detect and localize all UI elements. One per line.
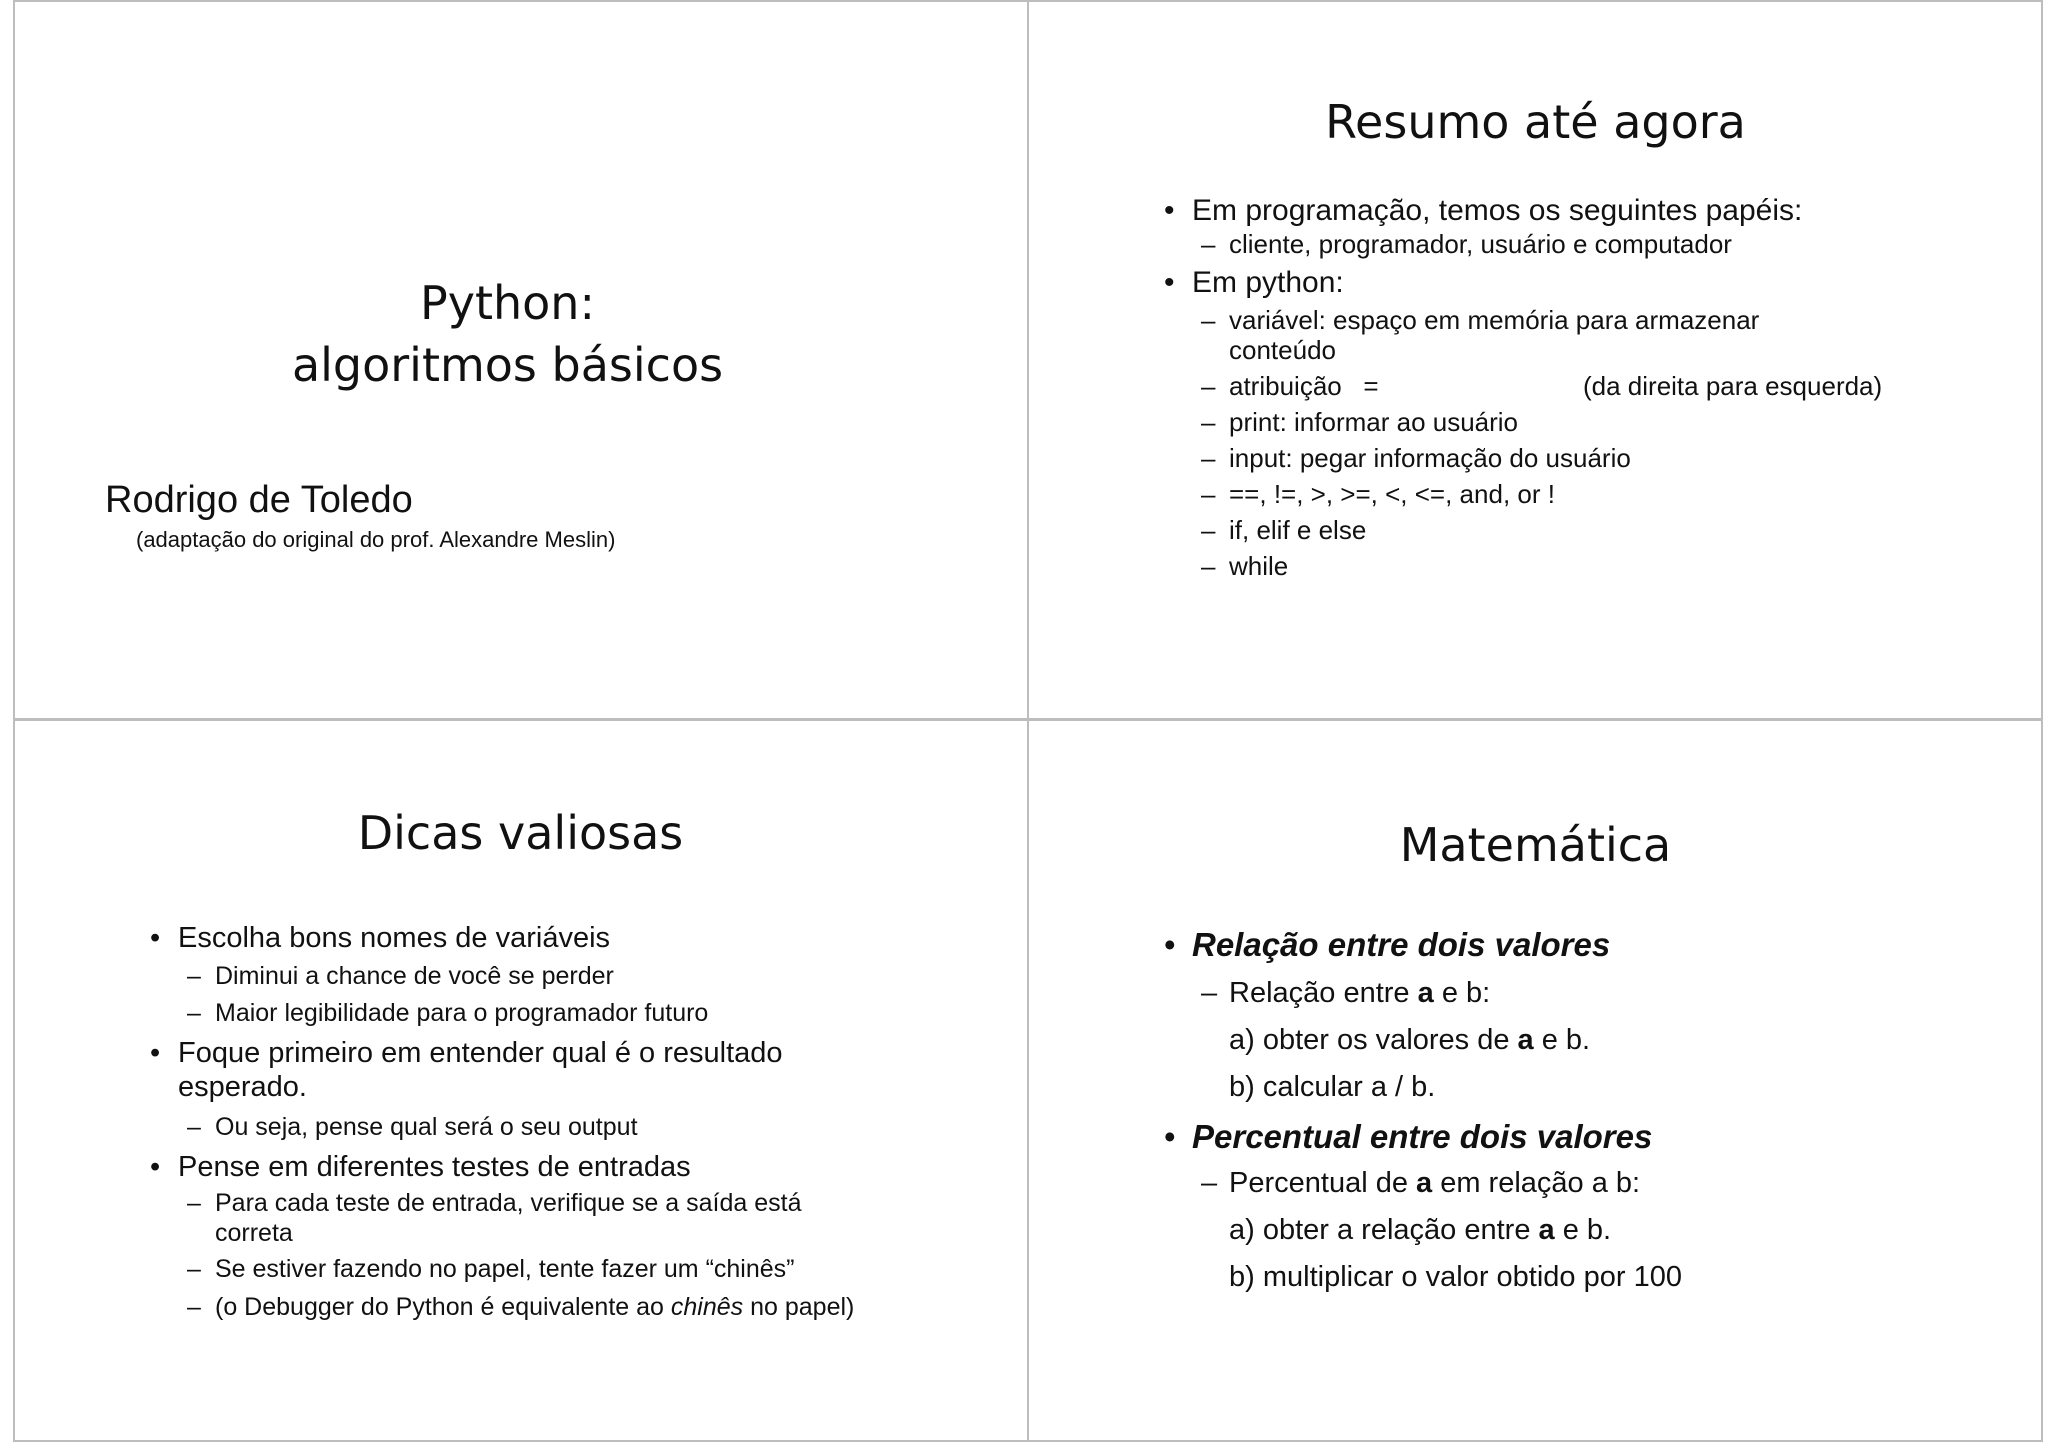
- slide-4-title: Matemática: [1399, 818, 1672, 872]
- list-item: – Relação entre a e b:: [1229, 973, 1972, 1013]
- list-item: • Em python: – variável: espaço em memória para armazenar conteúdo – atribuição = (da direita para esquerda) – print: informar ao usuário – input: pegar informação do usuário – ==, !=, >, >=, <, <=, and, or ! – if, elif e else – while: [1192, 265, 1972, 581]
- list-item: • Relação entre dois valores – Relação entre a e b: a) obter os valores de a e b. b) calcular a / b.: [1192, 925, 1972, 1107]
- list-item: • Em programação, temos os seguintes papéis: – cliente, programador, usuário e computador: [1192, 193, 1972, 259]
- list-item: – (o Debugger do Python é equivalente ao chinês no papel): [215, 1290, 978, 1324]
- dash-bullet-icon: –: [1201, 977, 1218, 1009]
- list-item: – Ou seja, pense qual será o seu output: [215, 1110, 978, 1144]
- slide-1-note: (adaptação do original do prof. Alexandre Meslin): [136, 527, 616, 552]
- dash-bullet-icon: –: [1201, 479, 1216, 509]
- list-item: • Percentual entre dois valores – Percentual de a em relação a b: a) obter a relação entre a e b. b) multiplicar o valor obtido por 100: [1192, 1117, 1972, 1297]
- step-line: a) obter a relação entre a e b.: [1229, 1214, 1612, 1246]
- slide-2-body: [1164, 193, 1972, 581]
- step-line: b) multiplicar o valor obtido por 100: [1229, 1261, 1682, 1293]
- dash-bullet-icon: –: [1201, 443, 1216, 473]
- slide-1-title-line2: algoritmos básicos: [291, 338, 724, 392]
- dash-bullet-icon: –: [187, 1189, 201, 1217]
- list-item: – input: pegar informação do usuário: [1201, 443, 1631, 473]
- list-item: – atribuição = (da direita para esquerda): [1201, 371, 1883, 401]
- list-item: – if, elif e else: [1201, 515, 1367, 545]
- dash-bullet-icon: –: [187, 1255, 201, 1283]
- bullet-dot-icon: •: [1164, 194, 1175, 227]
- bullet-dot-icon: •: [150, 1151, 161, 1183]
- bullet-dot-icon: •: [1164, 266, 1175, 299]
- dash-bullet-icon: –: [1201, 515, 1216, 545]
- slide-1-title: [0, 272, 1015, 396]
- slide-1-author: Rodrigo de Toledo: [105, 479, 413, 521]
- slide-3-body: [150, 921, 978, 1324]
- dash-bullet-icon: –: [187, 999, 201, 1027]
- list-item: – Maior legibilidade para o programador futuro: [215, 996, 978, 1030]
- dash-bullet-icon: –: [1201, 305, 1216, 335]
- dash-bullet-icon: –: [187, 1113, 201, 1141]
- list-item: – Diminui a chance de você se perder: [215, 959, 978, 993]
- dash-bullet-icon: –: [1201, 229, 1216, 259]
- step-line: b) calcular a / b.: [1229, 1071, 1436, 1103]
- dash-bullet-icon: –: [187, 962, 201, 990]
- list-item: – variável: espaço em memória para armazenar conteúdo: [1201, 305, 1760, 365]
- dash-bullet-icon: –: [187, 1293, 201, 1321]
- dash-bullet-icon: –: [1201, 407, 1216, 437]
- list-item: • Pense em diferentes testes de entradas – Para cada teste de entrada, verifique se a saída está correta – Se estiver fazendo no papel, tente fazer um “chinês” – (o Debugger do Python é equivalente ao chinês no papel): [178, 1150, 978, 1324]
- list-item: – ==, !=, >, >=, <, <=, and, or !: [1201, 479, 1555, 509]
- dash-bullet-icon: –: [1201, 1167, 1218, 1199]
- bullet-dot-icon: •: [1164, 926, 1176, 963]
- bullet-dot-icon: •: [150, 1037, 161, 1069]
- bullet-dot-icon: •: [1164, 1118, 1176, 1155]
- list-item: – Se estiver fazendo no papel, tente fazer um “chinês”: [215, 1252, 978, 1286]
- slide-4-body: [1164, 925, 1972, 1297]
- dash-bullet-icon: –: [1201, 551, 1216, 581]
- list-item: • Escolha bons nomes de variáveis – Diminui a chance de você se perder – Maior legibilidade para o programador futuro: [178, 921, 978, 1030]
- slide-3-title: Dicas valiosas: [357, 806, 684, 860]
- list-item: – Para cada teste de entrada, verifique se a saída está correta: [187, 1189, 802, 1247]
- list-item: • Foque primeiro em entender qual é o resultado esperado. – Ou seja, pense qual será o seu output: [178, 1036, 978, 1144]
- step-line: a) obter os valores de a e b.: [1229, 1024, 1591, 1056]
- dash-bullet-icon: –: [1201, 371, 1216, 401]
- slide-1-title-line1: Python:: [420, 276, 595, 330]
- list-item: – cliente, programador, usuário e computador: [1201, 229, 1732, 259]
- slide-2-title: Resumo até agora: [1325, 95, 1746, 149]
- list-item: – print: informar ao usuário: [1201, 407, 1519, 437]
- list-item: – Percentual de a em relação a b:: [1229, 1163, 1972, 1203]
- bullet-dot-icon: •: [150, 922, 161, 954]
- list-item: – while: [1201, 551, 1289, 581]
